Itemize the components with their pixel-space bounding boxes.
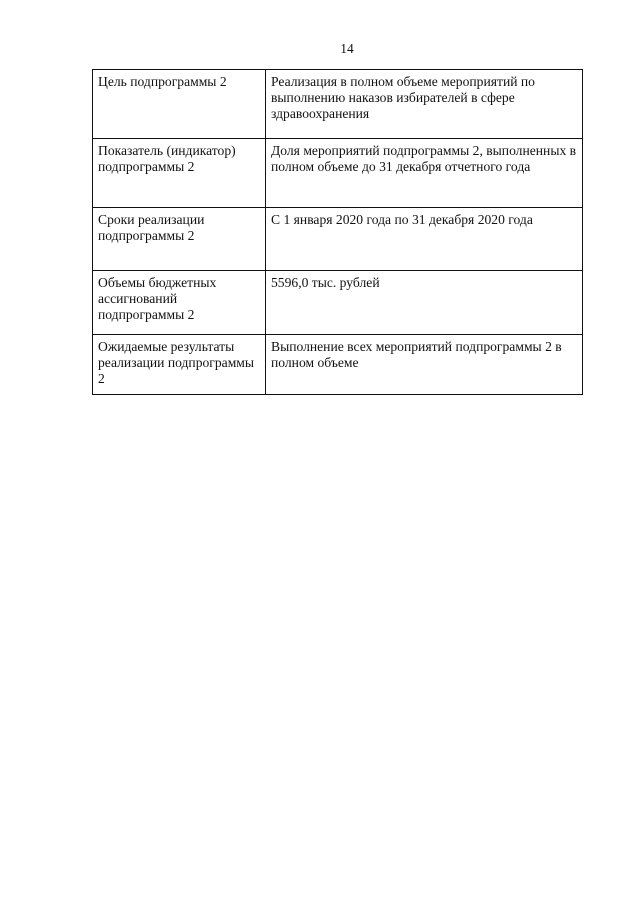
cell-value-budget: 5596,0 тыс. рублей (266, 271, 583, 335)
cell-value-indicator: Доля мероприятий подпрограммы 2, выполненных в полном объеме до 31 декабря отчетного года (266, 139, 583, 208)
table-row-timeline (93, 208, 583, 271)
table-row-results (93, 335, 583, 395)
table-row-goal (93, 70, 583, 139)
cell-value-timeline: С 1 января 2020 года по 31 декабря 2020 года (266, 208, 583, 271)
subprogram-passport-table (92, 69, 583, 395)
table-row-indicator (93, 139, 583, 208)
cell-value-goal: Реализация в полном объеме мероприятий по выполнению наказов избирателей в сфере здравоохранения (266, 70, 583, 139)
page-number: 14 (340, 41, 354, 56)
cell-label-results: Ожидаемые результаты реализации подпрограммы 2 (93, 335, 266, 395)
cell-label-indicator: Показатель (индикатор) подпрограммы 2 (93, 139, 266, 208)
cell-label-timeline: Сроки реализации подпрограммы 2 (93, 208, 266, 271)
table-row-budget (93, 271, 583, 335)
cell-label-goal: Цель подпрограммы 2 (93, 70, 266, 139)
cell-value-results: Выполнение всех мероприятий подпрограммы 2 в полном объеме (266, 335, 583, 395)
cell-label-budget: Объемы бюджетных ассигнований подпрограммы 2 (93, 271, 266, 335)
